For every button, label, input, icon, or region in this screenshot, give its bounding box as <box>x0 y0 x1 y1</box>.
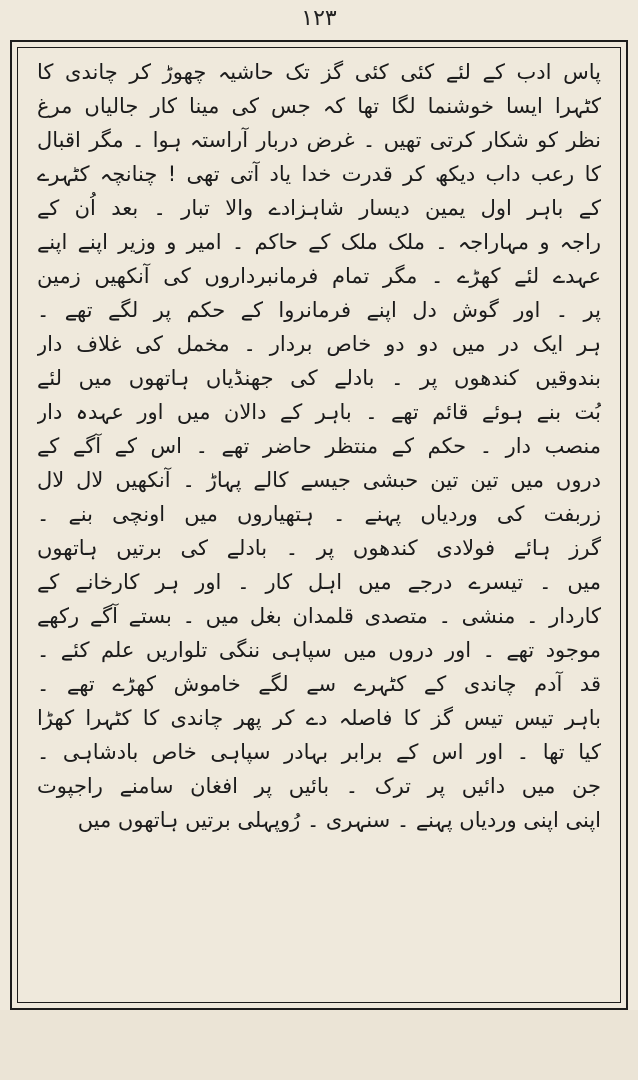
text-line: زربفت کی وردیاں پہنے ۔ ہتھیاروں میں اونچی بنے ۔ <box>37 502 601 526</box>
text-line: بُت بنے ہوئے قائم تھے ۔ باہر کے دالان میں اور عہدہ دار <box>37 400 601 424</box>
text-line: ہر ایک در میں دو دو خاص بردار ۔ مخمل کی غلاف دار <box>37 332 601 356</box>
text-line: گرز ہائے فولادی کندھوں پر ۔ بادلے کی برتیں ہاتھوں <box>37 536 601 560</box>
urdu-text-block <box>37 55 601 837</box>
text-line: میں ۔ تیسرے درجے میں اہل کار ۔ اور ہر کارخانے کے <box>37 570 601 594</box>
text-line: کیا تھا ۔ اور اس کے برابر بہادر سپاہی خاص بادشاہی ۔ <box>37 740 601 764</box>
text-line: جن میں دائیں پر ترک ۔ بائیں پر افغان سامنے راجپوت <box>37 774 601 798</box>
text-line: عہدے لئے کھڑے ۔ مگر تمام فرمانبرداروں کی آنکھیں زمین <box>37 264 601 288</box>
text-line: راجہ و مہاراجہ ۔ ملک ملک کے حاکم ۔ امیر و وزیر اپنے اپنے <box>37 230 601 254</box>
text-line: کا رعب داب دیکھ کر قدرت خدا یاد آتی تھی ! چنانچہ کٹہرے <box>37 162 601 186</box>
text-line: پر ۔ اور گوش دل اپنے فرمانروا کے حکم پر لگے تھے ۔ <box>37 298 601 322</box>
page-number: ۱۲۳ <box>301 6 337 31</box>
page-bottom-margin <box>0 1010 638 1080</box>
text-line: پاس ادب کے لئے کئی کئی گز تک حاشیہ چھوڑ کر چاندی کا <box>37 60 601 84</box>
text-line: باہر تیس تیس گز کا فاصلہ دے کر پھر چاندی کا کٹہرا کھڑا <box>37 706 601 730</box>
text-line: اپنی اپنی وردیاں پہنے ۔ سنہری ۔ رُوپہلی برتیں ہاتھوں میں <box>77 808 601 832</box>
text-line: کے باہر اول یمین دیسار شاہزادے والا تبار ۔ بعد اُن کے <box>37 196 601 220</box>
text-line: موجود تھے ۔ اور دروں میں سپاہی ننگی تلواریں علم کئے ۔ <box>37 638 601 662</box>
text-line: نظر کو شکار کرتی تھیں ۔ غرض دربار آراستہ ہوا ۔ مگر اقبال <box>37 128 601 152</box>
text-line: کاردار ۔ منشی ۔ متصدی قلمدان بغل میں ۔ بستے آگے رکھے <box>37 604 601 628</box>
text-line: قد آدم چاندی کے کٹہرے سے لگے خاموش کھڑے تھے ۔ <box>37 672 601 696</box>
text-line: بندوقیں کندھوں پر ۔ بادلے کی جھنڈیاں ہاتھوں میں لئے <box>37 366 601 390</box>
text-line: منصب دار ۔ حکم کے منتظر حاضر تھے ۔ اس کے آگے کے <box>37 434 601 458</box>
text-line: دروں میں تین تین حبشی جیسے کالے پہاڑ ۔ آنکھیں لال لال <box>37 468 601 492</box>
text-line: کٹہرا ایسا خوشنما لگا تھا کہ جس کی مینا کار جالیاں مرغ <box>37 94 601 118</box>
